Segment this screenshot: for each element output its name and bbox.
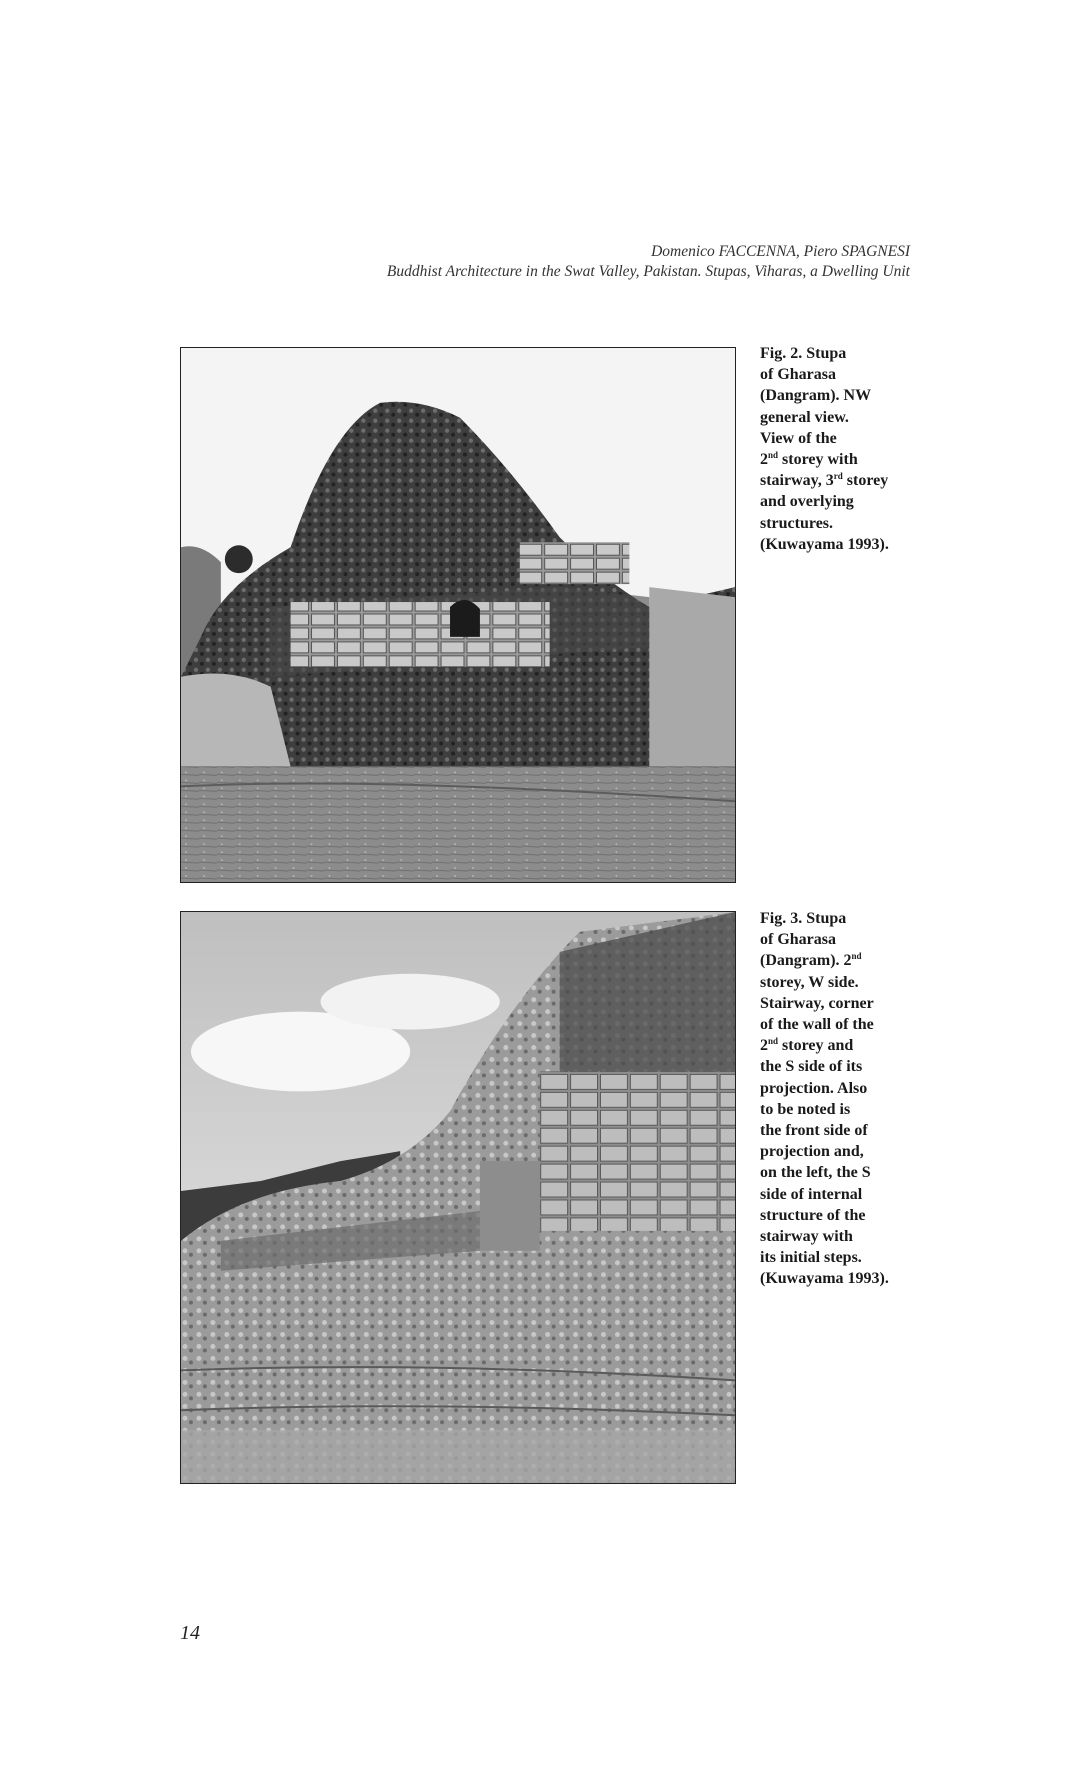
caption-line [760,1247,920,1268]
caption-line [760,428,920,449]
caption-text: View of the [760,429,837,447]
figure-3-photo [180,911,736,1484]
caption-line [760,1141,920,1162]
caption-text: Stairway, corner [760,994,874,1012]
caption-line [760,364,920,385]
caption-line [760,1014,920,1035]
caption-text: of Gharasa [760,366,836,384]
caption-superscript: nd [768,450,779,461]
caption-text: (Dangram). NW [760,387,872,405]
caption-text: projection and, [760,1143,864,1161]
caption-text: storey and [778,1037,854,1055]
caption-text: side of internal [760,1185,863,1203]
caption-text: stairway with [760,1228,853,1246]
caption-line [760,1035,920,1056]
caption-line [760,385,920,406]
caption-line [760,1184,920,1205]
caption-text: stairway, 3 [760,472,834,490]
caption-superscript: nd [768,1036,779,1047]
caption-line [760,1099,920,1120]
caption-text: of Gharasa [760,931,836,949]
caption-text: 2 [760,451,768,469]
caption-text: Fig. 2. Stupa [760,345,847,362]
caption-text: of the wall of the [760,1016,874,1034]
caption-line [760,449,920,470]
caption-text: to be noted is [760,1100,851,1118]
caption-line [760,950,920,971]
caption-text: storey with [778,451,858,469]
caption-line [760,972,920,993]
running-head-authors: Domenico FACCENNA, Piero SPAGNESI [651,243,910,260]
caption-text: its initial steps. [760,1249,862,1267]
caption-line [760,908,920,929]
caption-text: (Dangram). 2 [760,952,852,970]
caption-line [760,929,920,950]
caption-text: storey [842,472,889,490]
caption-line [760,513,920,534]
caption-text: 2 [760,1037,768,1055]
caption-text: Fig. 3. Stupa [760,910,847,927]
caption-text: the front side of [760,1122,868,1140]
caption-text: projection. Also [760,1079,868,1097]
caption-line [760,1162,920,1183]
caption-text: structure of the [760,1206,866,1224]
page-number: 14 [180,1622,200,1644]
figure-2-photo [180,347,736,883]
running-head [190,242,910,282]
caption-line [760,1226,920,1247]
caption-superscript: rd [833,471,843,482]
caption-text: general view. [760,408,849,426]
caption-text: structures. [760,514,834,532]
figure-3-caption [760,908,920,1290]
caption-text: (Kuwayama 1993). [760,1270,889,1288]
caption-text: (Kuwayama 1993). [760,535,889,553]
stupa-w-side-image [181,912,735,1483]
caption-text: the S side of its [760,1058,863,1076]
caption-line [760,343,920,364]
caption-text: and overlying [760,493,854,511]
caption-text: storey, W side. [760,973,859,991]
caption-line [760,491,920,512]
caption-line [760,470,920,491]
caption-superscript: nd [851,951,862,962]
caption-line [760,1056,920,1077]
caption-line [760,534,920,555]
running-head-title: Buddhist Architecture in the Swat Valley, Pakistan. Stupas, Viharas, a Dwelling Unit [386,263,910,280]
figure-2-caption [760,343,920,555]
caption-text: on the left, the S [760,1164,871,1182]
caption-line [760,1205,920,1226]
stupa-nw-view-image [181,348,735,882]
caption-line [760,1120,920,1141]
caption-line [760,993,920,1014]
caption-line [760,1268,920,1289]
caption-line [760,407,920,428]
caption-line [760,1078,920,1099]
